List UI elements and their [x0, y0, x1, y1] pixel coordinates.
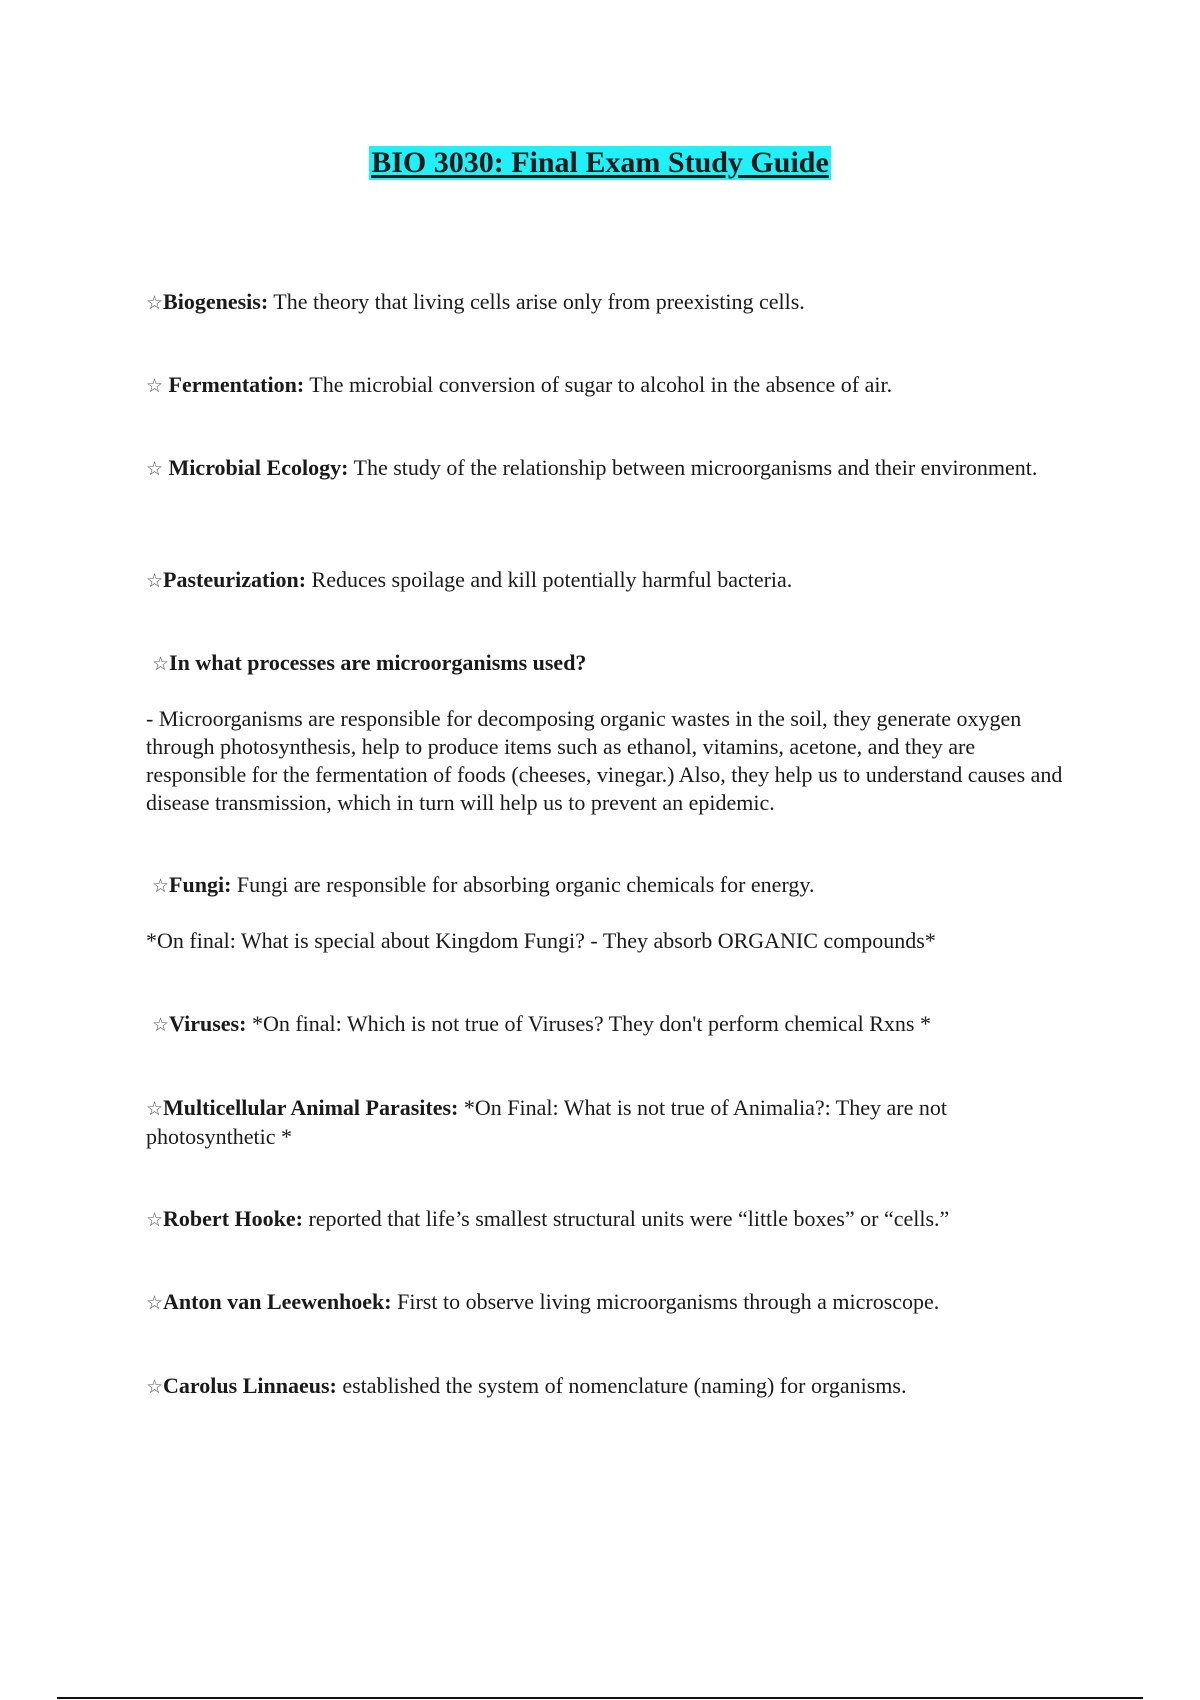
entry-fermentation: [146, 371, 1066, 400]
entry-multicellular-animal-parasites: [146, 1094, 1066, 1151]
term-label: Microbial Ecology:: [163, 455, 349, 480]
fungi-note: *On final: What is special about Kingdom Fungi? - They absorb ORGANIC compounds*: [146, 928, 936, 953]
term-label: Robert Hooke:: [163, 1206, 303, 1231]
definition-text: The microbial conversion of sugar to alcohol in the absence of air.: [304, 372, 893, 397]
star-outline-icon: ☆: [146, 570, 164, 592]
definition-text: Fungi are responsible for absorbing organic chemicals for energy.: [231, 872, 815, 897]
term-label: Anton van Leewenhoek:: [163, 1289, 392, 1314]
term-label: Fermentation:: [163, 372, 305, 397]
star-outline-icon: ☆: [146, 292, 164, 314]
star-outline-icon: ☆: [152, 1014, 170, 1036]
definition-text: *On final: Which is not true of Viruses? They don't perform chemical Rxns *: [246, 1011, 931, 1036]
star-outline-icon: ☆: [146, 375, 164, 397]
definition-text: The study of the relationship between microorganisms and their environment.: [348, 455, 1038, 480]
star-outline-icon: ☆: [146, 1209, 164, 1231]
term-label: Pasteurization:: [163, 567, 307, 592]
entry-viruses: [152, 1010, 1072, 1039]
definition-text: *On Final: What is not true of Animalia?: They are not photosynthetic *: [146, 1095, 947, 1149]
page-title: BIO 3030: Final Exam Study Guide: [371, 146, 829, 179]
definition-text: Reduces spoilage and kill potentially harmful bacteria.: [306, 567, 793, 592]
footer-divider: [57, 1697, 1143, 1699]
definition-text: reported that life’s smallest structural units were “little boxes” or “cells.”: [302, 1206, 950, 1231]
definition-text: established the system of nomenclature (naming) for organisms.: [336, 1373, 907, 1398]
entry-processes-question: [152, 649, 1072, 678]
entry-pasteurization: [146, 566, 1066, 595]
entry-biogenesis: [146, 288, 1066, 317]
term-label: In what processes are microorganisms used?: [169, 650, 587, 675]
entry-robert-hooke: [146, 1205, 1066, 1234]
definition-text: The theory that living cells arise only from preexisting cells.: [268, 289, 805, 314]
star-outline-icon: ☆: [146, 1292, 164, 1314]
entry-anton-van-leewenhoek: [146, 1288, 1066, 1317]
term-label: Fungi:: [169, 872, 232, 897]
title-container: [0, 146, 1200, 180]
star-outline-icon: ☆: [146, 1376, 164, 1398]
star-outline-icon: ☆: [152, 653, 170, 675]
term-label: Biogenesis:: [163, 289, 269, 314]
microorganisms-answer-paragraph: - Microorganisms are responsible for decomposing organic wastes in the soil, they generate oxygen through photosynthesis, help to produce items such as ethanol, vitamins, acetone, and they are responsible for the fermentation of foods (cheeses, vinegar.) Also, they help us to understand causes and disease transmission, which in turn will help us to prevent an epidemic.: [146, 706, 1063, 815]
term-label: Viruses:: [169, 1011, 247, 1036]
star-outline-icon: ☆: [146, 458, 164, 480]
term-label: Multicellular Animal Parasites:: [163, 1095, 459, 1120]
entry-carolus-linnaeus: [146, 1372, 1066, 1401]
star-outline-icon: ☆: [152, 875, 170, 897]
star-outline-icon: ☆: [146, 1098, 164, 1120]
entry-microbial-ecology: [146, 454, 1066, 483]
term-label: Carolus Linnaeus:: [163, 1373, 337, 1398]
entry-fungi: [152, 871, 1072, 900]
definition-text: First to observe living microorganisms through a microscope.: [391, 1289, 940, 1314]
